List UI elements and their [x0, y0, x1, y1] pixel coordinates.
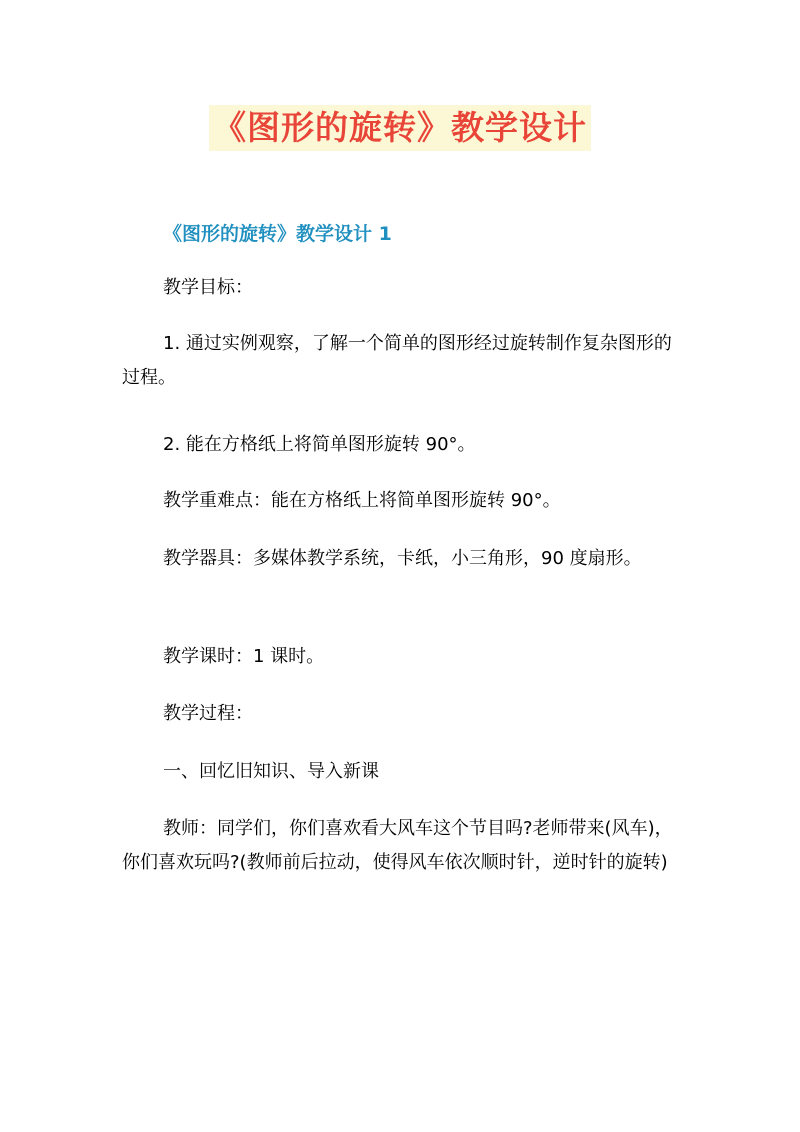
paragraph-teaching-tools: 教学器具：多媒体教学系统，卡纸，小三角形，90 度扇形。 [163, 548, 642, 569]
paragraph-teaching-process: 教学过程： [163, 703, 253, 724]
document-title: 《图形的旋转》教学设计 [209, 105, 591, 151]
paragraph-key-points: 教学重难点：能在方格纸上将简单图形旋转 90°。 [163, 490, 561, 511]
paragraph-teacher-dialogue: 教师：同学们，你们喜欢看大风车这个节目吗?老师带来(风车)，你们喜欢玩吗?(教师前后拉动，使得风车依次顺时针，逆时针的旋转) [122, 818, 673, 873]
paragraph-class-hours: 教学课时：1 课时。 [163, 646, 325, 667]
paragraph-teaching-objectives: 教学目标： [163, 277, 253, 298]
paragraph-objective-1: 1. 通过实例观察，了解一个简单的图形经过旋转制作复杂图形的过程。 [122, 333, 672, 388]
section-heading: 《图形的旋转》教学设计 1 [163, 223, 392, 245]
paragraph-step-1: 一、回忆旧知识、导入新课 [163, 761, 379, 782]
paragraph-objective-2: 2. 能在方格纸上将简单图形旋转 90°。 [163, 434, 476, 455]
title-container [0, 105, 800, 151]
